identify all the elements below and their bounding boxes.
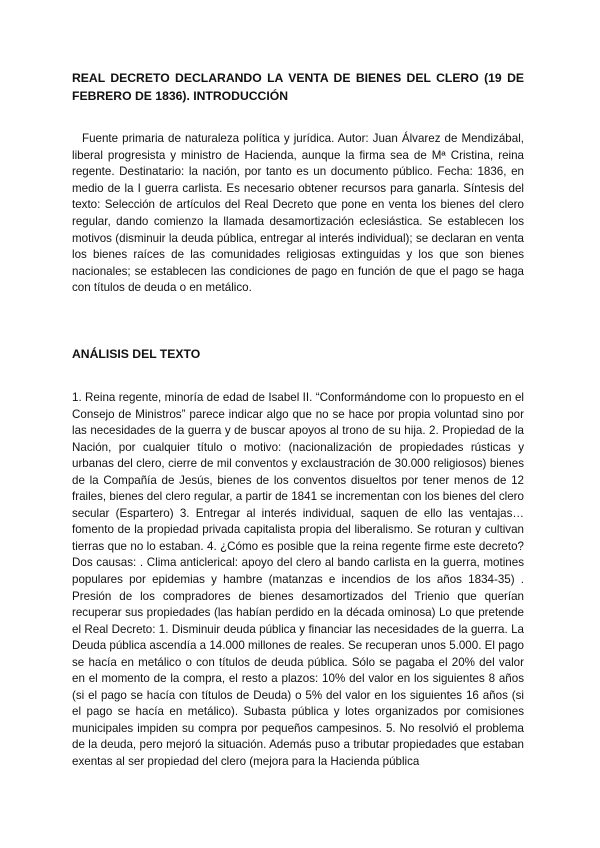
analysis-paragraph: 1. Reina regente, minoría de edad de Isabel II. “Conformándome con lo propuesto en el Consejo de Ministros” parece indicar algo que no se hace por propia voluntad sino por las necesidades de la guerra y de buscar apoyos al trono de su hija. 2. Propiedad de la Nación, por cualquier título o motivo: (nacionalización de propiedades rústicas y urbanas del clero, cierre de mil conventos y exclaustración de 30.000 religiosos) bienes de la Compañía de Jesús, bienes de los conventos disueltos por tener menos de 12 frailes, bienes del clero regular, a partir de 1841 se incrementan con los bienes del clero secular (Espartero) 3. Entregar al interés individual, saquen de ello las ventajas… fomento de la propiedad privada capitalista propia del liberalismo. Se roturan y cultivan tierras que no lo estaban. 4. ¿Cómo es posible que la reina regente firme este decreto? Dos causas: . Clima anticlerical: apoyo del clero al bando carlista en la guerra, motines populares por epidemias y hambre (matanzas e incendios de los años 1834-35) . Presión de los compradores de bienes desamortizados del Trienio que querían recuperar sus propiedades (las habían perdido en la década ominosa) Lo que pretende el Real Decreto: 1. Disminuir deuda pública y financiar las necesidades de la guerra. La Deuda pública ascendía a 14.000 millones de reales. Se recuperan unos 5.000. El pago se hacía en metálico o con títulos de deuda pública. Sólo se pagaba el 20% del valor en el momento de la compra, el resto a plazos: 10% del valor en los siguientes 8 años (si el pago se hacía con títulos de Deuda) o 5% del valor en los siguientes 16 años (si el pago se hacía en metálico). Subasta pública y lotes organizados por comisiones municipales impiden su compra por pequeños campesinos. 5. No resolvió el problema de la deuda, pero mejoró la situación. Además puso a tributar propiedades que estaban exentas al ser propiedad del clero (mejora para la Hacienda pública [72, 391, 524, 769]
introduction-paragraph: Fuente primaria de naturaleza política y jurídica. Autor: Juan Álvarez de Mendizábal, liberal progresista y ministro de Hacienda, aunque la firma sea de Mª Cristina, reina regente. Destinatario: la nación, por tanto es un documento público. Fecha: 1836, en medio de la I guerra carlista. Es necesario obtener recursos para ganarla. Síntesis del texto: Selección de artículos del Real Decreto que pone en venta los bienes del clero regular, dando comienzo la llamada desamortización eclesiástica. Se establecen los motivos (disminuir la deuda pública, entregar al interés individual); se declaran en venta los bienes raíces de las comunidades religiosas extinguidas y los que son bienes nacionales; se establecen las condiciones de pago en función de que el pago se haga con títulos de deuda o en metálico. [72, 132, 524, 295]
analysis-heading: ANÁLISIS DEL TEXTO [72, 347, 201, 361]
document-title: REAL DECRETO DECLARANDO LA VENTA DE BIENES DEL CLERO (19 DE FEBRERO DE 1836). INTRODUCCIÓN [72, 71, 524, 103]
